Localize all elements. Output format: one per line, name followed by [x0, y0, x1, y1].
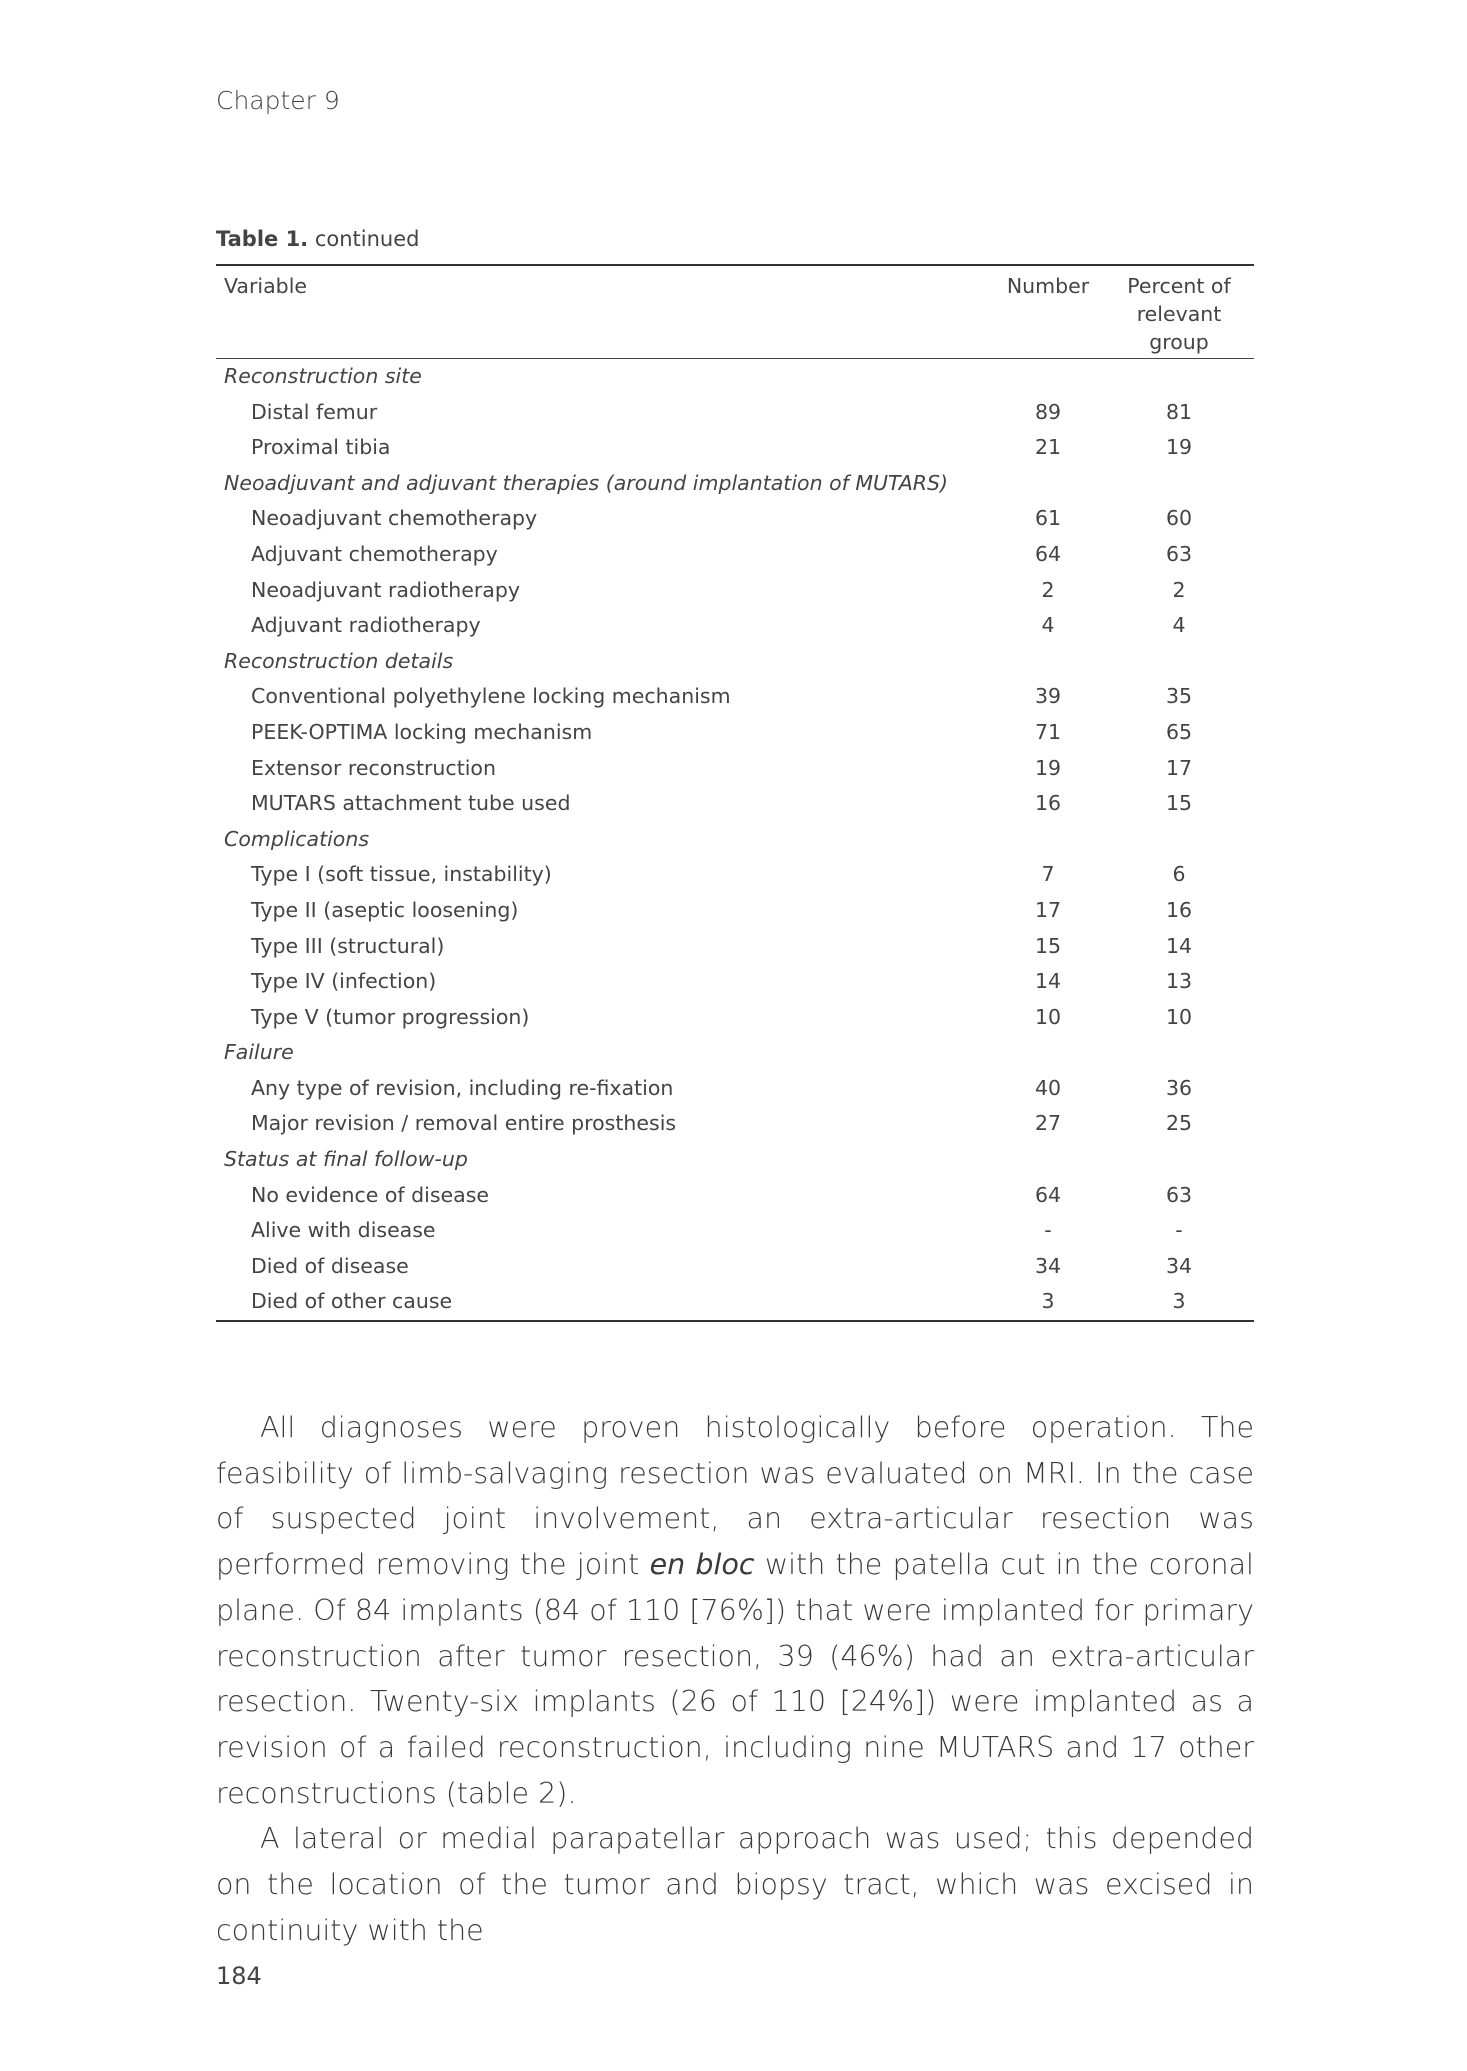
row-number: 39 — [1034, 684, 1062, 709]
section-label: Reconstruction site — [224, 364, 422, 388]
row-percent: 63 — [1165, 541, 1193, 566]
row-percent: 19 — [1165, 435, 1193, 460]
row-percent — [1104, 466, 1254, 502]
row-percent: 36 — [1165, 1075, 1193, 1100]
table-row — [216, 501, 1254, 537]
section-label: Status at final follow-up — [224, 1147, 468, 1172]
row-percent: 3 — [1104, 1284, 1254, 1321]
row-label: Extensor reconstruction — [251, 755, 496, 780]
row-label: Type IV (infection) — [251, 969, 437, 994]
row-number: 71 — [1034, 719, 1062, 744]
row-number — [992, 359, 1104, 395]
row-label: Conventional polyethylene locking mechanism — [251, 684, 731, 709]
table-row — [216, 1000, 1254, 1036]
section-label: Reconstruction details — [224, 648, 454, 673]
body-text — [216, 1405, 1254, 1953]
row-percent: 25 — [1165, 1111, 1193, 1136]
row-label: Alive with disease — [251, 1218, 436, 1243]
row-percent: 2 — [1172, 577, 1186, 602]
data-table — [216, 264, 1254, 1322]
row-number: 16 — [1034, 791, 1062, 816]
table-row — [216, 537, 1254, 573]
table-section-row — [216, 1035, 1254, 1071]
row-number: - — [1044, 1218, 1052, 1243]
table-row — [216, 1106, 1254, 1142]
row-percent: 60 — [1165, 506, 1193, 531]
row-label: No evidence of disease — [251, 1182, 489, 1207]
row-label: Neoadjuvant chemotherapy — [251, 506, 538, 531]
row-percent: 63 — [1165, 1182, 1193, 1207]
table-section-row — [216, 822, 1254, 858]
table-section-row — [216, 466, 1254, 502]
row-percent: 10 — [1165, 1004, 1193, 1029]
row-label: Major revision / removal entire prosthesis — [251, 1111, 677, 1136]
row-label: Died of disease — [251, 1253, 409, 1278]
row-number: 14 — [1034, 969, 1062, 994]
table-row — [216, 715, 1254, 751]
table-section-row — [216, 359, 1254, 395]
table-row — [216, 1071, 1254, 1107]
row-percent: 15 — [1165, 791, 1193, 816]
row-percent: 34 — [1165, 1253, 1193, 1278]
row-label: Adjuvant radiotherapy — [251, 613, 481, 638]
table-caption-label: Table 1. — [216, 227, 309, 251]
row-percent: 81 — [1165, 399, 1193, 424]
row-percent: 4 — [1172, 613, 1186, 638]
row-percent: - — [1175, 1218, 1183, 1243]
row-number: 89 — [1034, 399, 1062, 424]
data-table-container — [216, 264, 1254, 1322]
row-number: 2 — [1041, 577, 1055, 602]
header-variable: Variable — [216, 265, 992, 359]
table-row — [216, 1249, 1254, 1285]
row-number — [992, 644, 1104, 680]
row-number — [992, 822, 1104, 858]
row-number — [992, 1035, 1104, 1071]
row-percent: 35 — [1165, 684, 1193, 709]
section-label: Neoadjuvant and adjuvant therapies (around implantation of MUTARS) — [224, 470, 948, 495]
section-label: Complications — [224, 826, 370, 851]
table-row — [216, 608, 1254, 644]
table-row — [216, 751, 1254, 787]
row-number: 34 — [1034, 1253, 1062, 1278]
row-label: Type V (tumor progression) — [251, 1004, 530, 1029]
row-number: 15 — [1034, 933, 1062, 958]
page-number: 184 — [216, 1962, 262, 1990]
row-number — [992, 466, 1104, 502]
table-row — [216, 964, 1254, 1000]
row-percent — [1104, 1035, 1254, 1071]
row-number: 17 — [1034, 897, 1062, 922]
table-row — [216, 786, 1254, 822]
row-number: 40 — [1034, 1075, 1062, 1100]
row-number: 10 — [1034, 1004, 1062, 1029]
table-row — [216, 1178, 1254, 1214]
row-number: 64 — [1034, 541, 1062, 566]
row-label: Type I (soft tissue, instability) — [251, 862, 552, 887]
paragraph-1-italic: en bloc — [649, 1548, 755, 1582]
row-number: 4 — [1041, 613, 1055, 638]
table-row — [216, 929, 1254, 965]
table-row — [216, 857, 1254, 893]
row-number: 7 — [1041, 862, 1055, 887]
running-head: Chapter 9 — [216, 86, 340, 115]
table-row — [216, 1213, 1254, 1249]
table-row — [216, 1284, 1254, 1321]
paragraph-2: A lateral or medial parapatellar approach was used; this depended on the location of the tumor and biopsy tract, which was excised in continuity with the — [216, 1822, 1254, 1947]
row-label: Adjuvant chemotherapy — [251, 541, 498, 566]
row-number: 3 — [992, 1284, 1104, 1321]
table-row — [216, 893, 1254, 929]
table-body — [216, 359, 1254, 1322]
section-label: Failure — [224, 1040, 294, 1065]
table-row — [216, 430, 1254, 466]
row-number: 21 — [1034, 435, 1062, 460]
row-number — [992, 1142, 1104, 1178]
row-percent — [1104, 359, 1254, 395]
row-label: MUTARS attachment tube used — [251, 791, 571, 816]
row-label: Distal femur — [251, 399, 378, 424]
table-header-row — [216, 265, 1254, 359]
row-number: 27 — [1034, 1111, 1062, 1136]
row-percent — [1104, 822, 1254, 858]
row-number: 19 — [1034, 755, 1062, 780]
row-label: Neoadjuvant radiotherapy — [251, 577, 521, 602]
row-percent — [1104, 1142, 1254, 1178]
row-percent: 65 — [1165, 719, 1193, 744]
table-row — [216, 679, 1254, 715]
row-label: Any type of revision, including re-fixation — [251, 1075, 674, 1100]
row-label: Type II (aseptic loosening) — [251, 897, 519, 922]
row-percent: 6 — [1172, 862, 1186, 887]
paragraph-1-part-1: All diagnoses were proven histologically before operation. The feasibility of limb-salvaging resection was evaluated on MRI. In the case of suspected joint involvement, an extra-articular resection was performed removing the joint — [216, 1411, 1254, 1582]
row-number: 61 — [1034, 506, 1062, 531]
table-row — [216, 395, 1254, 431]
table-caption — [216, 227, 420, 251]
table-section-row — [216, 1142, 1254, 1178]
table-caption-text: continued — [308, 227, 420, 251]
header-number: Number — [992, 265, 1104, 359]
row-label: Type III (structural) — [251, 933, 445, 958]
row-percent: 16 — [1165, 897, 1193, 922]
row-percent — [1104, 644, 1254, 680]
row-percent: 13 — [1165, 969, 1193, 994]
table-section-row — [216, 644, 1254, 680]
row-label: Proximal tibia — [251, 435, 391, 460]
header-percent: Percent of relevant group — [1104, 265, 1254, 359]
paragraph-1-part-2: with the patella cut in the coronal plane. Of 84 implants (84 of 110 [76%]) that were implanted for primary reconstruction after tumor resection, 39 (46%) had an extra-articular resection. Twenty-six implants (26 of 110 [24%]) were implanted as a revision of a failed reconstruction, including nine MUTARS and 17 other reconstructions (table 2). — [216, 1548, 1254, 1810]
row-number: 64 — [1034, 1182, 1062, 1207]
row-label: PEEK-OPTIMA locking mechanism — [251, 719, 593, 744]
paragraph-1 — [216, 1405, 1254, 1816]
row-label: Died of other cause — [216, 1284, 992, 1321]
table-row — [216, 573, 1254, 609]
row-percent: 14 — [1165, 933, 1193, 958]
row-percent: 17 — [1165, 755, 1193, 780]
